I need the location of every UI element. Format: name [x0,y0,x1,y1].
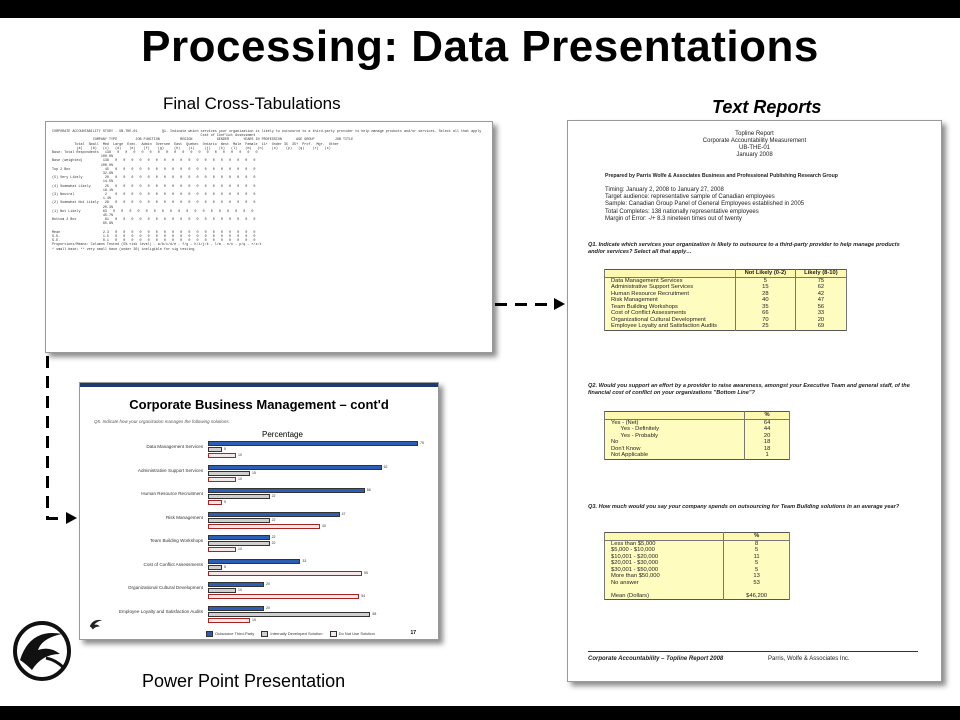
bar-outsource [208,465,382,470]
table-cell: Team Building Workshops [605,304,736,311]
ppt-label: Power Point Presentation [142,671,346,691]
bar-internal [208,541,270,546]
bar-value-label: 5 [224,447,226,451]
crosstab-line: Base: Total Respondents 138 0 0 0 0 0 0 0 0 0 0 0 0 0 0 0 0 0 0 [52,151,258,156]
table-cell: Mean (Dollars) [605,593,724,600]
category-label: Employee Loyalty and Satisfaction Audits [118,608,203,614]
bar-value-label: 56 [366,488,371,492]
legend-outsource: Outsource Third-Party [215,631,255,637]
crosstab-line: * small base; ** very small base (under 30) ineligible for sig testing [52,247,195,252]
table-header-cell [605,270,736,278]
table-cell: 5 [724,560,790,567]
bar-value-label: 75 [420,441,424,445]
bar-outsource [208,606,264,611]
bar-internal [208,471,250,476]
legend-swatch-internal [261,631,268,637]
report-q3: Q3. How much would you say your company spends on outsourcing for Team Building solutions in an average year? [588,504,900,510]
ppt-title: Corporate Business Management – cont'd [129,397,389,412]
crosstab-label: Final Cross-Tabulations [163,94,341,113]
table-cell: 1 [745,452,790,459]
table-cell: 56 [795,304,846,311]
report-q1: Q1. Indicate which services your organization is likely to outsource to a third-party provider to help manage products and/or services? Select all that apply… [588,242,900,255]
report-header-line: UB-THE-01 [738,145,770,151]
bar-internal [208,565,222,570]
crosstab-line: S.E. 0.1 0 0 0 0 0 0 0 0 0 0 0 0 0 0 0 0 0 0 [52,239,256,244]
category-label: Human Resource Recruitment [141,491,203,496]
table-cell: Risk Management [605,297,736,304]
bar-internal [208,612,370,617]
category-label: Risk Management [165,514,203,520]
bar-value-label: 5 [224,500,226,504]
info-line: Target audience: representative sample of Canadian employees [605,194,775,201]
ppt-legend [200,631,375,637]
bar-value-label: 10 [238,547,242,551]
table-cell: 8 [724,540,790,547]
table-header-cell [605,533,724,541]
table-cell: 62 [795,284,846,291]
text-reports-label: Text Reports [712,97,822,117]
bar-value-label: 10 [238,476,242,481]
table-cell: 13 [724,573,790,580]
table-cell: $10,001 - $20,000 [605,554,724,561]
slide-title: Processing: Data Presentations [141,22,819,71]
table-cell: Not Applicable [605,452,745,459]
table-cell: Yes - Definitely [605,426,745,433]
crosstab-line: 100.0% [52,163,114,168]
ppt-axis-label: Percentage [262,430,303,439]
crosstab-line: Mean 2.3 0 0 0 0 0 0 0 0 0 0 0 0 0 0 0 0 0 0 [52,230,256,235]
legend-not-use: Do Not Use Solution [338,631,375,637]
bar-not-use [208,524,320,529]
ppt-question: Q5. Indicate how your organization manages the following solutions. [94,419,230,424]
bar-not-use [208,571,362,576]
crosstab-line: (1) Not Likely 63 0 0 0 0 0 0 0 0 0 0 0 0 0 0 0 0 0 0 [52,209,254,214]
crosstab-line: (a) (b) (c) (d) (e) (f) (g) (h) (i) (j) (k) (l) (m) (n) (o) (p) (q) (r) (s) [52,146,331,151]
bar-internal [208,518,270,523]
info-line: Sample: Canadian Group Panel of General Employees established in 2005 [605,201,805,208]
bar-not-use [208,500,222,505]
ppt-logo-icon [88,617,104,631]
bar-value-label: 22 [271,517,276,522]
arrow-to-ppt-line-horizontal [46,517,68,520]
top-bar [0,0,960,18]
table-cell: $5,000 - $10,000 [605,547,724,554]
info-line: Margin of Error: -/+ 8.3 nineteen times out of twenty [605,215,742,222]
bar-internal [208,447,222,452]
category-label: Data Management Services [146,444,203,449]
bar-value-label: 33 [302,558,307,563]
crosstab-line: 14.5% [52,180,114,185]
table-cell: 40 [735,297,795,304]
table-cell: Don't Know [605,446,745,453]
table-cell: 44 [745,426,790,433]
table-cell: 15 [735,284,795,291]
table-header-cell: Not Likely (0-2) [735,270,795,278]
crosstab-line: Proportions/Means: Columns Tested (5% risk level) - a/b/c/d/e - f/g - h/i/j/k - l/m - n/o - p/q - r/s/t [52,243,262,248]
crosstab-line: Cost of Conflict Assessment [52,134,256,139]
info-line: Timing: January 2, 2008 to January 27, 2008 [605,187,724,193]
table-cell: 53 [724,580,790,587]
legend-swatch-outsource [206,631,213,637]
crosstab-body [46,122,492,260]
bar-not-use [208,477,236,482]
crosstab-line: COMPANY TYPE JOB FUNCTION REGION GENDER YEARS IN PROFESSION AGE GROUP JOB TITLE [52,138,354,143]
crosstab-line: 18.1% [52,188,114,193]
table-cell: 42 [795,291,846,298]
q3-table [604,532,790,600]
crosstab-line: 1.4% [52,197,112,202]
ppt-page-number: 17 [410,630,416,636]
q2-table [604,411,790,460]
bar-value-label: 15 [252,617,256,622]
bar-value-label: 22 [271,541,276,545]
table-cell: 69 [795,323,846,330]
bar-outsource [208,512,340,517]
table-cell: 18 [745,439,790,446]
table-cell: 35 [735,304,795,311]
table-header-cell: Likely (8-10) [795,270,846,278]
bar-value-label: 10 [238,453,242,457]
category-label: Cost of Conflict Assessments [143,561,203,567]
report-q2: Q2. Would you support an effort by a provider to raise awareness, amongst your Executive Team and general staff, of the financial cost of conflict on your organizations "Bottom Line"? [588,383,910,396]
bottom-bar [0,706,960,720]
report-prepared-by: Prepared by Parris Wolfe & Associates Business and Professional Publishing Research Group [605,173,838,179]
table-cell: 5 [735,277,795,284]
crosstab-line: 45.7% [52,214,114,219]
ppt-top-bar [80,383,438,387]
crosstab-line: (4) Somewhat Likely 25 0 0 0 0 0 0 0 0 0 0 0 0 0 0 0 0 0 0 [52,184,256,189]
table-header-cell: % [724,533,790,541]
crosstab-line: S.D. 1.5 0 0 0 0 0 0 0 0 0 0 0 0 0 0 0 0 0 0 [52,235,256,240]
table-cell: No [605,439,745,446]
table-cell: $46,200 [724,593,790,600]
report-footer-right: Parris, Wolfe & Associates Inc. [768,656,850,662]
crosstab-line: Top 2 Box 45 0 0 0 0 0 0 0 0 0 0 0 0 0 0 0 0 0 0 [52,167,256,172]
q1-table [604,269,847,331]
crosstab-line: CORPORATE ACCOUNTABILITY STUDY - UB-THE-01 Q1. Indicate which services your organization is likely to outsource to a third-party provider to help manage products and/or services. Select all that apply [52,130,482,134]
ppt-slide-panel [79,382,439,640]
bar-value-label: 22 [271,494,276,498]
arrow-to-ppt-head [66,512,77,524]
table-cell: Organizational Cultural Development [605,317,736,324]
report-header-line: January 2008 [736,152,773,158]
category-label: Team Building Workshops [149,538,203,543]
table-cell: Yes - Probably [605,433,745,440]
text-report-panel [567,120,942,682]
table-cell: Less than $5,000 [605,540,724,547]
category-label: Organizational Cultural Development [127,585,203,590]
report-header [568,131,941,159]
company-logo-icon [12,620,72,682]
table-cell: 70 [735,317,795,324]
bar-not-use [208,618,250,623]
crosstab-line: (3) Neutral 2 0 0 0 0 0 0 0 0 0 0 0 0 0 0 0 0 0 0 [52,193,256,198]
table-row [605,419,790,426]
crosstab-line: 20.3% [52,205,114,210]
table-cell: 66 [735,310,795,317]
table-cell: More than $50,000 [605,573,724,580]
report-info [605,187,804,223]
table-cell: $30,001 - $50,000 [605,567,724,574]
report-footer-rule [588,651,918,652]
arrow-to-report-head [554,298,565,310]
report-footer-left: Corporate Accountability – Topline Report 2008 [588,656,724,662]
bar-value-label: 40 [322,523,326,528]
table-cell: Yes - (Net) [605,419,745,426]
table-cell: 20 [795,317,846,324]
crosstab-line: (5) Very Likely 20 0 0 0 0 0 0 0 0 0 0 0 0 0 0 0 0 0 0 [52,176,256,181]
table-cell: Administrative Support Services [605,284,736,291]
bar-internal [208,588,236,593]
crosstab-line: Bottom 2 Box 91 0 0 0 0 0 0 0 0 0 0 0 0 0 0 0 0 0 0 [52,218,256,223]
table-cell: 33 [795,310,846,317]
table-row [605,452,790,459]
crosstab-line: 100.0% [52,155,114,160]
table-cell: Human Resource Recruitment [605,291,736,298]
table-header-cell [605,412,745,420]
table-cell: Cost of Conflict Assessments [605,310,736,317]
table-cell: 5 [724,547,790,554]
table-cell: 64 [745,419,790,426]
table-cell: 20 [745,433,790,440]
legend-swatch-not-use [330,631,337,637]
bar-value-label: 15 [252,470,256,475]
bar-value-label: 20 [266,582,270,586]
table-row [605,540,790,547]
bar-outsource [208,488,365,493]
bar-value-label: 5 [224,564,226,569]
bar-value-label: 22 [271,535,276,539]
bar-value-label: 55 [364,570,368,575]
bar-internal [208,494,270,499]
arrow-to-report-line [495,303,555,306]
table-cell: 75 [795,277,846,284]
category-label: Administrative Support Services [137,467,203,473]
info-line: Total Completes: 138 nationally representative employees [605,208,759,215]
legend-internal: Internally Developed Solution [270,631,323,637]
table-row [605,323,847,330]
report-header-line: Topline Report [735,131,774,137]
bar-value-label: 20 [266,605,270,610]
bar-not-use [208,453,236,458]
crosstab-line: Total Small Med Large Exec. Admin Oversee East Quebec Ontario West Male Female 11+ Under 35 35+ Prof. Mgr. Other [52,142,339,147]
report-header-line: Corporate Accountability Measurement [702,138,807,144]
bar-value-label: 58 [372,611,377,616]
bar-value-label: 10 [238,588,242,592]
table-cell: No answer [605,580,724,587]
table-row [605,277,847,284]
bar-not-use [208,594,359,599]
table-cell: 47 [795,297,846,304]
table-row [605,593,790,600]
table-cell: Employee Loyalty and Satisfaction Audits [605,323,736,330]
bar-value-label: 54 [361,594,366,598]
table-cell: $20,001 - $30,000 [605,560,724,567]
table-cell: 18 [745,446,790,453]
bar-not-use [208,547,236,552]
bar-outsource [208,535,270,540]
arrow-to-ppt-line-vertical [46,356,49,520]
table-cell: 25 [735,323,795,330]
bar-outsource [208,559,300,564]
bar-value-label: 47 [341,511,346,516]
crosstab-line: (2) Somewhat Not Likely 28 0 0 0 0 0 0 0 0 0 0 0 0 0 0 0 0 0 0 [52,201,256,206]
crosstab-line: Base (weighted) 138 0 0 0 0 0 0 0 0 0 0 0 0 0 0 0 0 0 0 [52,159,256,164]
table-header-cell: % [745,412,790,420]
crosstab-panel [45,121,493,353]
crosstab-line: 32.6% [52,172,114,177]
bar-outsource [208,441,418,446]
bar-value-label: 62 [383,464,388,469]
bar-outsource [208,582,264,587]
crosstab-line: 65.9% [52,222,114,227]
table-cell: 28 [735,291,795,298]
table-cell: 11 [724,554,790,561]
table-cell: Data Management Services [605,277,736,284]
table-cell: 5 [724,567,790,574]
